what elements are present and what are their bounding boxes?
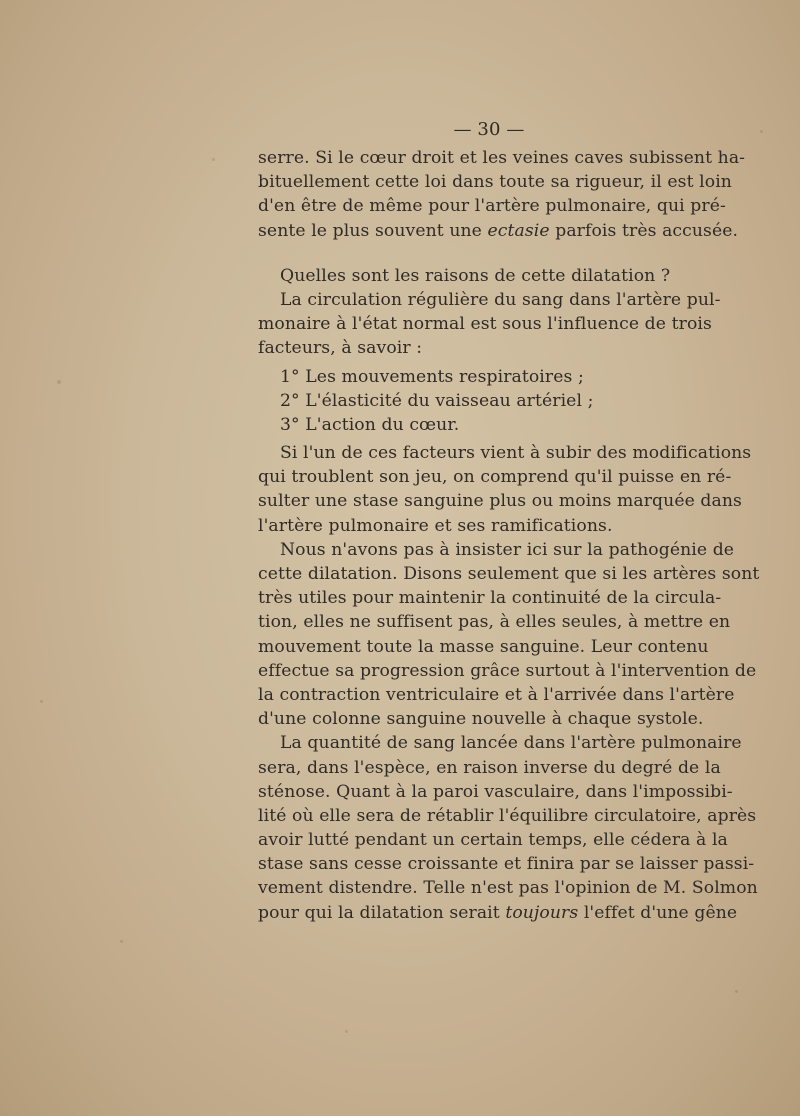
paragraph-3 (258, 288, 721, 361)
text-line: La quantité de sang lancée dans l'artère pulmonaire (280, 733, 742, 754)
page-text (258, 115, 760, 925)
paper-speckle (735, 990, 738, 993)
text-line: pour qui la dilatation serait toujours l'effet d'une gêne (258, 902, 738, 923)
paper-speckle (212, 158, 215, 161)
paper-speckle (40, 700, 43, 703)
text-line: Quelles sont les raisons de cette dilatation ? (280, 265, 671, 286)
paper-speckle (345, 1030, 348, 1033)
text-line: mouvement toute la masse sanguine. Leur contenu (258, 636, 709, 657)
paper-speckle (57, 380, 61, 384)
text-line: tion, elles ne suffisent pas, à elles seules, à mettre en (258, 612, 731, 633)
italic-word: toujours (505, 902, 579, 923)
text-line: serre. Si le cœur droit et les veines caves subissent ha- (258, 148, 746, 168)
list-item: 3° L'action du cœur. (280, 414, 460, 435)
text-line: d'une colonne sanguine nouvelle à chaque systole. (258, 709, 704, 730)
text-line: sera, dans l'espèce, en raison inverse du degré de la (258, 757, 721, 778)
text-line: vement distendre. Telle n'est pas l'opinion de M. Solmon (258, 878, 758, 899)
paper-speckle (120, 940, 123, 943)
text-line: Nous n'avons pas à insister ici sur la pathogénie de (280, 539, 735, 560)
paragraph-1 (258, 146, 746, 243)
text-line: stase sans cesse croissante et finira par se laisser passi- (258, 854, 755, 875)
italic-word: ectasie (487, 220, 550, 241)
factor-list (258, 365, 700, 438)
paper-speckle (760, 130, 763, 133)
list-item: 1° Les mouvements respiratoires ; (280, 366, 584, 387)
text-line: qui troublent son jeu, on comprend qu'il puisse en ré- (258, 467, 732, 488)
text-line: effectue sa progression grâce surtout à l'intervention de (258, 660, 757, 681)
text-line: La circulation régulière du sang dans l'artère pul- (280, 289, 721, 310)
text-line: sente le plus souvent une ectasie parfois très accusée. (258, 220, 739, 241)
paragraph-gap (258, 243, 700, 264)
text-line: facteurs, à savoir : (258, 338, 423, 359)
paragraph-2 (258, 264, 700, 288)
text-line: l'artère pulmonaire et ses ramifications. (258, 515, 613, 536)
text-line: cette dilatation. Disons seulement que si les artères sont (258, 564, 760, 584)
list-item: 2° L'élasticité du vaisseau artériel ; (280, 390, 594, 411)
paragraph-6 (258, 731, 758, 925)
text-line: sulter une stase sanguine plus ou moins marquée dans (258, 491, 742, 512)
text-line: très utiles pour maintenir la continuité de la circula- (258, 588, 722, 609)
text-line: avoir lutté pendant un certain temps, elle cédera à la (258, 830, 728, 851)
text-line: d'en être de même pour l'artère pulmonaire, qui pré- (258, 196, 726, 217)
page-number: — 30 — (453, 119, 525, 140)
paragraph-4 (258, 441, 752, 538)
paragraph-5 (258, 538, 760, 732)
text-line: bituellement cette loi dans toute sa rigueur, il est loin (258, 172, 732, 193)
text-line: Si l'un de ces facteurs vient à subir des modifications (280, 443, 752, 464)
text-line: lité où elle sera de rétablir l'équilibre circulatoire, après (258, 805, 757, 826)
text-line: sténose. Quant à la paroi vasculaire, dans l'impossibi- (258, 781, 733, 802)
text-line: la contraction ventriculaire et à l'arrivée dans l'artère (258, 684, 735, 705)
text-line: monaire à l'état normal est sous l'influence de trois (258, 314, 712, 335)
